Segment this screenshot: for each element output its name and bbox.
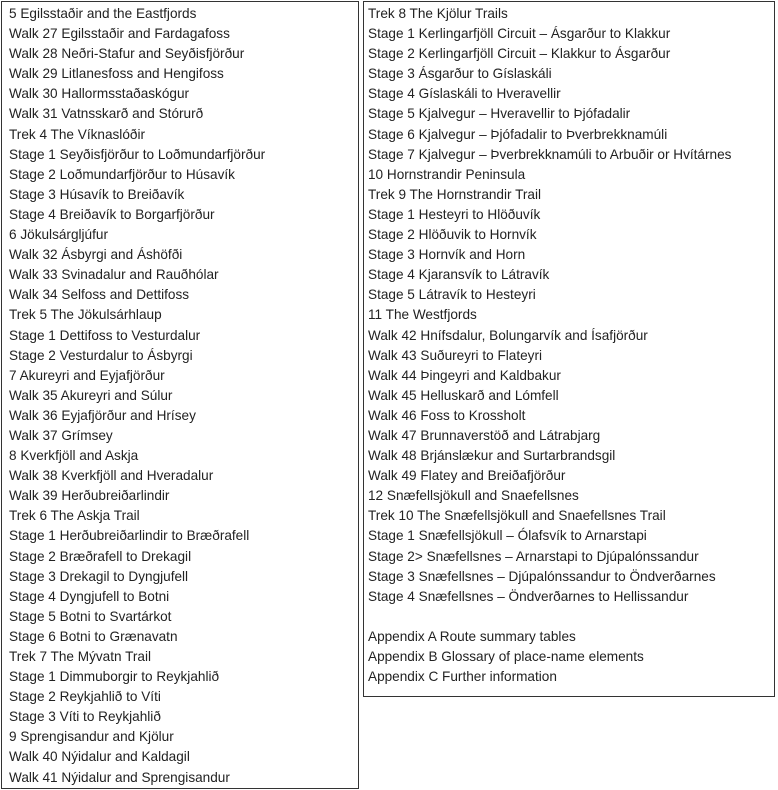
contents-entry: Trek 7 The Mývatn Trail xyxy=(9,649,152,664)
contents-entry: Stage 3 Drekagil to Dyngjufell xyxy=(9,568,189,584)
contents-entry: Stage 3 Húsavík to Breiðavík xyxy=(9,186,185,202)
contents-entry: Stage 1 Seyðisfjörður to Loðmundarfjörður xyxy=(9,146,266,162)
contents-entry: Stage 1 Kerlingarfjöll Circuit – Ásgarður to Klakkur xyxy=(368,26,671,42)
contents-entry: Stage 2 Hlöðuvik to Hornvík xyxy=(368,227,537,243)
contents-entry: Trek 9 The Hornstrandir Trail xyxy=(368,186,542,202)
contents-entry: Walk 35 Akureyri and Súlur xyxy=(9,387,173,403)
contents-entry: Stage 2 Kerlingarfjöll Circuit – Klakkur to Ásgarður xyxy=(368,46,671,62)
contents-entry: Walk 47 Brunnaverstöð and Látrabjarg xyxy=(368,427,601,443)
contents-entry: Stage 4 Gíslaskáli to Hveravellir xyxy=(368,86,561,102)
contents-entry: Walk 49 Flatey and Breiðafjörður xyxy=(368,468,566,484)
contents-entry: Stage 3 Snæfellsnes – Djúpalónssandur to Öndverðarnes xyxy=(368,568,716,584)
contents-entry: Stage 2 Reykjahlið to Víti xyxy=(9,689,161,705)
right-contents-column xyxy=(363,1,775,697)
contents-entry: Walk 45 Helluskarð and Lómfell xyxy=(368,387,559,403)
contents-entry: Stage 2> Snæfellsnes – Arnarstapi to Djúpalónssandur xyxy=(368,548,699,564)
contents-entry: Appendix B Glossary of place-name elements xyxy=(368,649,644,664)
contents-entry: Stage 3 Ásgarður to Gíslaskáli xyxy=(368,66,552,82)
contents-entry: Stage 5 Látravík to Hesteyri xyxy=(368,287,536,303)
contents-entry: 11 The Westfjords xyxy=(368,307,477,323)
contents-entry: Stage 6 Kjalvegur – Þjófadalir to Þverbrekknamúli xyxy=(368,126,668,142)
contents-entry: Walk 27 Egilsstaðir and Fardagafoss xyxy=(9,26,230,42)
contents-entry: Stage 3 Víti to Reykjahlið xyxy=(9,709,161,725)
contents-entry: Trek 6 The Askja Trail xyxy=(9,508,140,524)
contents-entry: Stage 2 Bræðrafell to Drekagil xyxy=(9,548,192,564)
contents-entry: Walk 30 Hallormsstaðaskógur xyxy=(9,86,190,102)
contents-entry: Walk 42 Hnífsdalur, Bolungarvík and Ísafjörður xyxy=(368,327,648,343)
contents-entry: Walk 43 Suðureyri to Flateyri xyxy=(368,347,543,363)
contents-entry: 7 Akureyri and Eyjafjörður xyxy=(9,367,165,383)
contents-entry: Stage 1 Hesteyri to Hlöðuvík xyxy=(368,206,541,222)
contents-entry: Walk 32 Ásbyrgi and Áshöfði xyxy=(9,247,183,263)
contents-entry: Stage 5 Kjalvegur – Hveravellir to Þjófadalir xyxy=(368,106,631,122)
contents-entry: Stage 4 Snæfellsnes – Öndverðarnes to Hellissandur xyxy=(368,588,689,604)
contents-entry: Walk 38 Kverkfjöll and Hveradalur xyxy=(9,468,214,484)
contents-entry: 5 Egilsstaðir and the Eastfjords xyxy=(9,6,197,21)
contents-entry: Stage 2 Loðmundarfjörður to Húsavík xyxy=(9,166,235,182)
spacer xyxy=(368,607,774,627)
contents-entry: 6 Jökulsárgljúfur xyxy=(9,227,108,243)
contents-entry: Walk 29 Litlanesfoss and Hengifoss xyxy=(9,66,224,82)
contents-entry: Walk 44 Þingeyri and Kaldbakur xyxy=(368,367,561,383)
contents-entry: Stage 4 Breiðavík to Borgarfjörður xyxy=(9,206,215,222)
contents-entry: Walk 39 Herðubreiðarlindir xyxy=(9,488,170,504)
contents-entry: Stage 6 Botni to Grænavatn xyxy=(9,628,178,644)
contents-entry: Stage 1 Dettifoss to Vesturdalur xyxy=(9,327,201,343)
contents-entry: Stage 2 Vesturdalur to Ásbyrgi xyxy=(9,347,193,363)
contents-entry: Walk 33 Svinadalur and Rauðhólar xyxy=(9,267,219,283)
contents-entry: 12 Snæfellsjökull and Snaefellsnes xyxy=(368,488,579,504)
contents-entry: Walk 41 Nýidalur and Sprengisandur xyxy=(9,769,230,785)
contents-entry: Stage 4 Dyngjufell to Botni xyxy=(9,588,170,604)
contents-entry: Stage 1 Dimmuborgir to Reykjahlið xyxy=(9,669,220,685)
contents-entry: Trek 10 The Snæfellsjökull and Snaefellsnes Trail xyxy=(368,508,666,524)
contents-entry: Walk 46 Foss to Krossholt xyxy=(368,407,526,423)
contents-entry: Walk 31 Vatnsskarð and Stórurð xyxy=(9,106,204,122)
contents-entry: 10 Hornstrandir Peninsula xyxy=(368,166,526,182)
contents-entry: 9 Sprengisandur and Kjölur xyxy=(9,729,174,745)
contents-entry: Stage 3 Hornvík and Horn xyxy=(368,247,526,263)
contents-entry: Trek 8 The Kjölur Trails xyxy=(368,6,508,21)
contents-entry: Stage 7 Kjalvegur – Þverbrekknamúli to Arbuðir or Hvítárnes xyxy=(368,146,732,162)
contents-entry: Stage 1 Snæfellsjökull – Ólafsvík to Arnarstapi xyxy=(368,528,647,544)
contents-entry: Trek 5 The Jökulsárhlaup xyxy=(9,307,162,323)
contents-entry: Appendix A Route summary tables xyxy=(368,628,576,644)
left-contents-column xyxy=(1,1,359,789)
contents-entry: Walk 36 Eyjafjörður and Hrísey xyxy=(9,407,196,423)
contents-entry: Stage 5 Botni to Svartárkot xyxy=(9,608,172,624)
contents-entry: 8 Kverkfjöll and Askja xyxy=(9,448,139,464)
contents-entry: Walk 37 Grímsey xyxy=(9,427,113,443)
contents-entry: Walk 40 Nýidalur and Kaldagil xyxy=(9,749,190,765)
contents-entry: Walk 48 Brjánslækur and Surtarbrandsgil xyxy=(368,448,616,464)
contents-entry: Walk 28 Neðri-Stafur and Seyðisfjörður xyxy=(9,46,245,62)
contents-entry: Stage 4 Kjaransvík to Látravík xyxy=(368,267,550,283)
contents-entry: Appendix C Further information xyxy=(368,669,557,685)
contents-entry: Stage 1 Herðubreiðarlindir to Bræðrafell xyxy=(9,528,250,544)
contents-entry: Trek 4 The Víknaslóðir xyxy=(9,126,145,142)
contents-entry: Walk 34 Selfoss and Dettifoss xyxy=(9,287,190,303)
